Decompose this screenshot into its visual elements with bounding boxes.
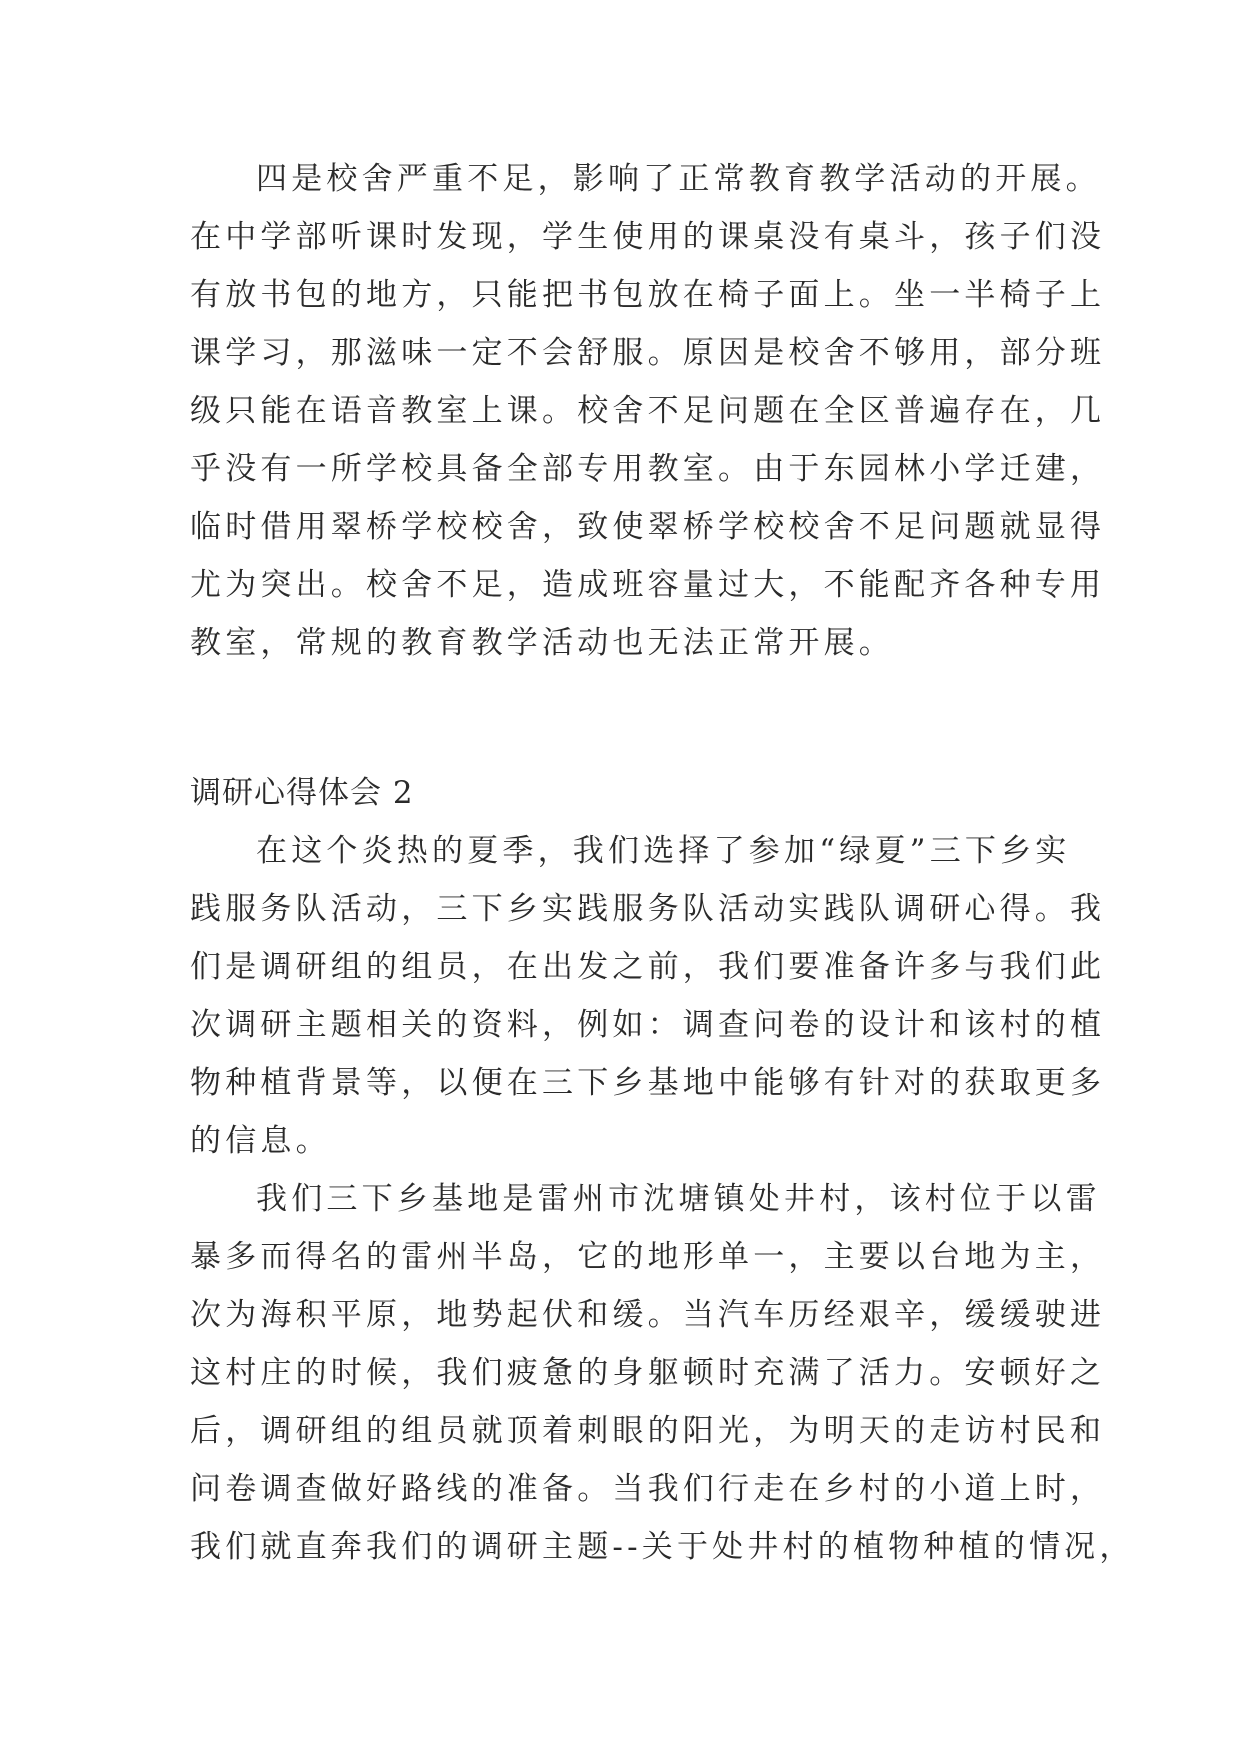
paragraph-line: 课学习，那滋味一定不会舒服。原因是校舍不够用，部分班 bbox=[190, 335, 1106, 371]
paragraph-line: 我们就直奔我们的调研主题--关于处井村的植物种植的情况， bbox=[190, 1529, 1135, 1565]
paragraph-line: 这村庄的时候，我们疲惫的身躯顿时充满了活力。安顿好之 bbox=[190, 1355, 1106, 1391]
section-gap bbox=[190, 672, 1070, 764]
paragraph-line: 乎没有一所学校具备全部专用教室。由于东园林小学迁建， bbox=[190, 451, 1106, 487]
paragraph-line: 尤为突出。校舍不足，造成班容量过大，不能配齐各种专用 bbox=[190, 567, 1106, 603]
document-page bbox=[190, 150, 1135, 1576]
paragraph-line: 的信息。 bbox=[190, 1123, 331, 1159]
paragraph-base-village bbox=[190, 1170, 1135, 1576]
paragraph-line: 临时借用翠桥学校校舍，致使翠桥学校校舍不足问题就显得 bbox=[190, 509, 1106, 545]
paragraph-line: 问卷调查做好路线的准备。当我们行走在乡村的小道上时， bbox=[190, 1471, 1106, 1507]
paragraph-line: 暴多而得名的雷州半岛，它的地形单一，主要以台地为主， bbox=[190, 1239, 1106, 1275]
paragraph-line: 们是调研组的组员，在出发之前，我们要准备许多与我们此 bbox=[190, 949, 1106, 985]
paragraph-line: 在这个炎热的夏季，我们选择了参加“绿夏”三下乡实 bbox=[256, 833, 1071, 869]
paragraph-line: 践服务队活动，三下乡实践服务队活动实践队调研心得。我 bbox=[190, 891, 1106, 927]
paragraph-line: 有放书包的地方，只能把书包放在椅子面上。坐一半椅子上 bbox=[190, 277, 1106, 313]
paragraph-line: 级只能在语音教室上课。校舍不足问题在全区普遍存在，几 bbox=[190, 393, 1106, 429]
section-heading: 调研心得体会 2 bbox=[190, 775, 414, 811]
paragraph-school-building-shortage bbox=[190, 150, 1106, 672]
paragraph-line: 四是校舍严重不足，影响了正常教育教学活动的开展。 bbox=[256, 161, 1101, 197]
paragraph-summer-practice bbox=[190, 822, 1106, 1170]
paragraph-line: 我们三下乡基地是雷州市沈塘镇处井村，该村位于以雷 bbox=[256, 1181, 1101, 1217]
paragraph-line: 次为海积平原，地势起伏和缓。当汽车历经艰辛，缓缓驶进 bbox=[190, 1297, 1106, 1333]
paragraph-line: 教室，常规的教育教学活动也无法正常开展。 bbox=[190, 625, 894, 661]
paragraph-line: 次调研主题相关的资料，例如：调查问卷的设计和该村的植 bbox=[190, 1007, 1106, 1043]
paragraph-line: 在中学部听课时发现，学生使用的课桌没有桌斗，孩子们没 bbox=[190, 219, 1106, 255]
paragraph-line: 后，调研组的组员就顶着刺眼的阳光，为明天的走访村民和 bbox=[190, 1413, 1106, 1449]
paragraph-line: 物种植背景等，以便在三下乡基地中能够有针对的获取更多 bbox=[190, 1065, 1106, 1101]
